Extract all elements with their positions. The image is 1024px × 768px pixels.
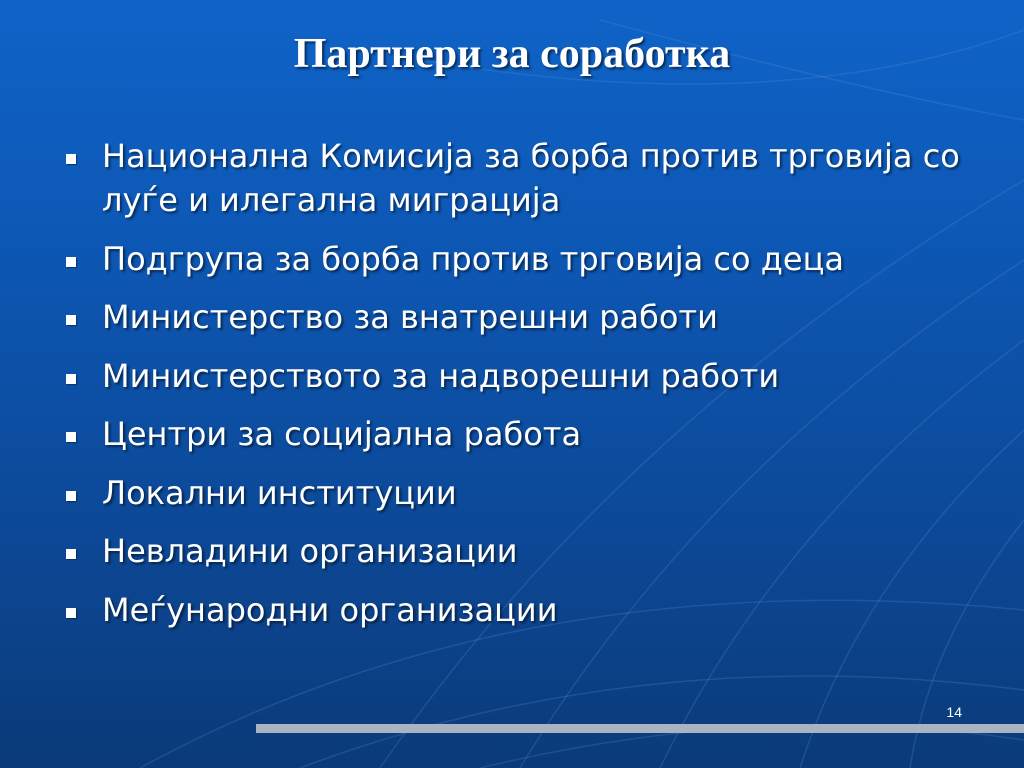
bullet-text: Меѓународни организации — [102, 590, 558, 629]
footer-divider — [256, 724, 1024, 733]
bullet-square-icon — [66, 154, 76, 164]
bullet-text: Подгрупа за борба против трговија со деца — [102, 239, 844, 278]
bullet-item — [60, 354, 960, 398]
bullet-text: Локални институции — [102, 473, 457, 512]
bullet-square-icon — [66, 315, 76, 325]
bullet-item — [60, 412, 960, 456]
bullet-item — [60, 237, 960, 281]
bullet-square-icon — [66, 608, 76, 618]
bullet-item — [60, 588, 960, 632]
bullet-item — [60, 529, 960, 573]
slide-title: Партнери за соработка — [293, 31, 731, 77]
bullet-square-icon — [66, 257, 76, 267]
bullet-text: Невладини организации — [102, 532, 518, 570]
bullet-text: Центри за социјална работа — [102, 415, 582, 453]
bullet-item — [60, 471, 960, 515]
bullet-text: Национална Комисија за борба против трговија со луѓе и илегална миграција — [102, 137, 960, 219]
bullet-item — [60, 295, 960, 339]
bullet-square-icon — [66, 432, 76, 442]
bullet-text: Министерство за внатрешни работи — [102, 298, 718, 336]
bullet-list — [60, 134, 960, 646]
bullet-square-icon — [66, 374, 76, 384]
bullet-item — [60, 134, 960, 222]
bullet-square-icon — [66, 491, 76, 501]
bullet-text: Министерството за надворешни работи — [102, 356, 780, 395]
page-number: 14 — [946, 704, 962, 720]
bullet-square-icon — [66, 549, 76, 559]
